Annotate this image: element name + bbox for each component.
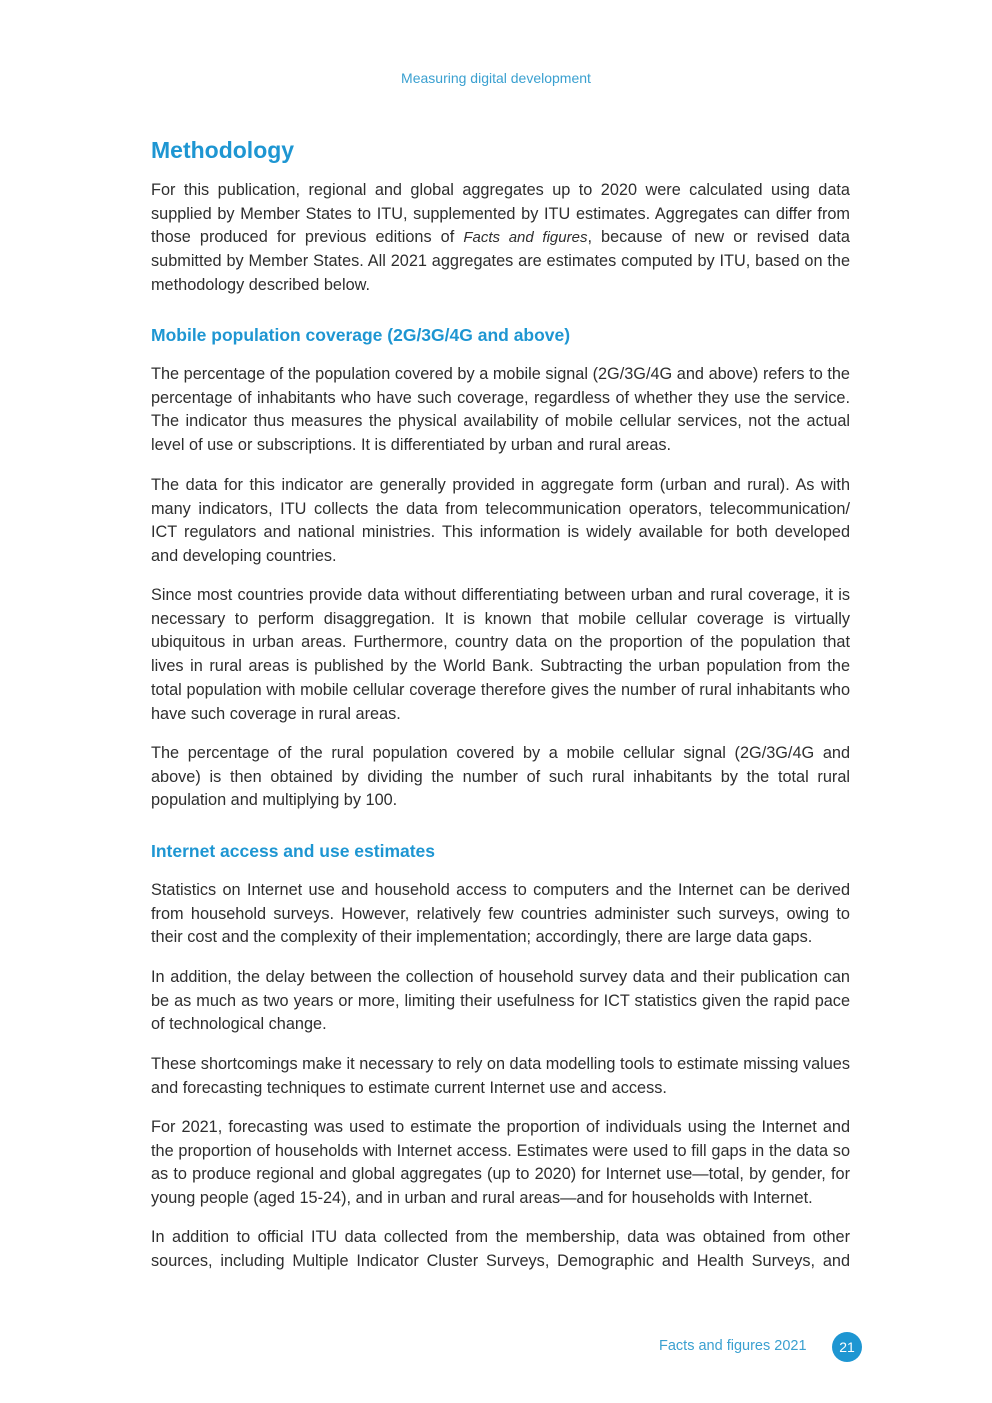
paragraph: The data for this indicator are generally provided in aggregate form (urban and rural). As with many indicators, ITU collects the data from telecommunication operators, telecommunication/ ICT regulators and national ministries. This information is widely available for both developed and developing countries. (151, 476, 850, 566)
paragraph: In addition to official ITU data collected from the membership, data was obtained from other sources, including Multiple Indicator Cluster Surveys, Demographic and Health Surveys, and (151, 1228, 850, 1270)
section-heading-internet-estimates: Internet access and use estimates (151, 841, 436, 861)
intro-paragraph (151, 179, 850, 298)
paragraph: In addition, the delay between the collection of household survey data and their publication can be as much as two years or more, limiting their usefulness for ICT statistics given the rapid pace of technological change. (151, 968, 850, 1034)
running-header: Measuring digital development (401, 70, 591, 86)
paragraph: These shortcomings make it necessary to rely on data modelling tools to estimate missing values and forecasting techniques to estimate current Internet use and access. (151, 1055, 850, 1097)
intro-text-end: , because of new or revised data submitted by Member States. All 2021 aggregates are estimates computed by ITU, based on the methodology described below. (151, 228, 850, 294)
intro-text: For this publication, regional and global aggregates up to 2020 were calculated using data supplied by Member States to ITU, supplemented by ITU estimates. Aggregates can differ from those produced for previous editions of (151, 181, 850, 247)
page-number-badge: 21 (832, 1332, 862, 1362)
paragraph: The percentage of the population covered by a mobile signal (2G/3G/4G and above) refers to the percentage of inhabitants who have such coverage, regardless of whether they use the service. The indicator thus measures the physical availability of mobile cellular services, not the actual level of use or subscriptions. It is differentiated by urban and rural areas. (151, 365, 850, 455)
paragraph: Statistics on Internet use and household access to computers and the Internet can be derived from household surveys. However, relatively few countries administer such surveys, owing to their cost and the complexity of their implementation; accordingly, there are large data gaps. (151, 881, 850, 947)
page-title: Methodology (151, 137, 295, 163)
publication-title-italic: Facts and figures (463, 229, 588, 247)
paragraph: Since most countries provide data without differentiating between urban and rural coverage, it is necessary to perform disaggregation. It is known that mobile cellular coverage is virtually ubiquitous in urban areas. Furthermore, country data on the proportion of the population that lives in rural areas is published by the World Bank. Subtracting the urban population from the total population with mobile cellular coverage therefore gives the number of rural inhabitants who have such coverage in rural areas. (151, 586, 850, 723)
footer-publication-title: Facts and figures 2021 (659, 1338, 807, 1354)
section-heading-mobile-coverage: Mobile population coverage (2G/3G/4G and above) (151, 325, 571, 345)
paragraph: For 2021, forecasting was used to estimate the proportion of individuals using the Internet and the proportion of households with Internet access. Estimates were used to fill gaps in the data so as to produce regional and global aggregates (up to 2020) for Internet use—total, by gender, for young people (aged 15-24), and in urban and rural areas—and for households with Internet. (151, 1118, 850, 1208)
paragraph: The percentage of the rural population covered by a mobile cellular signal (2G/3G/4G and above) is then obtained by dividing the number of such rural inhabitants by the total rural population and multiplying by 100. (151, 744, 850, 810)
